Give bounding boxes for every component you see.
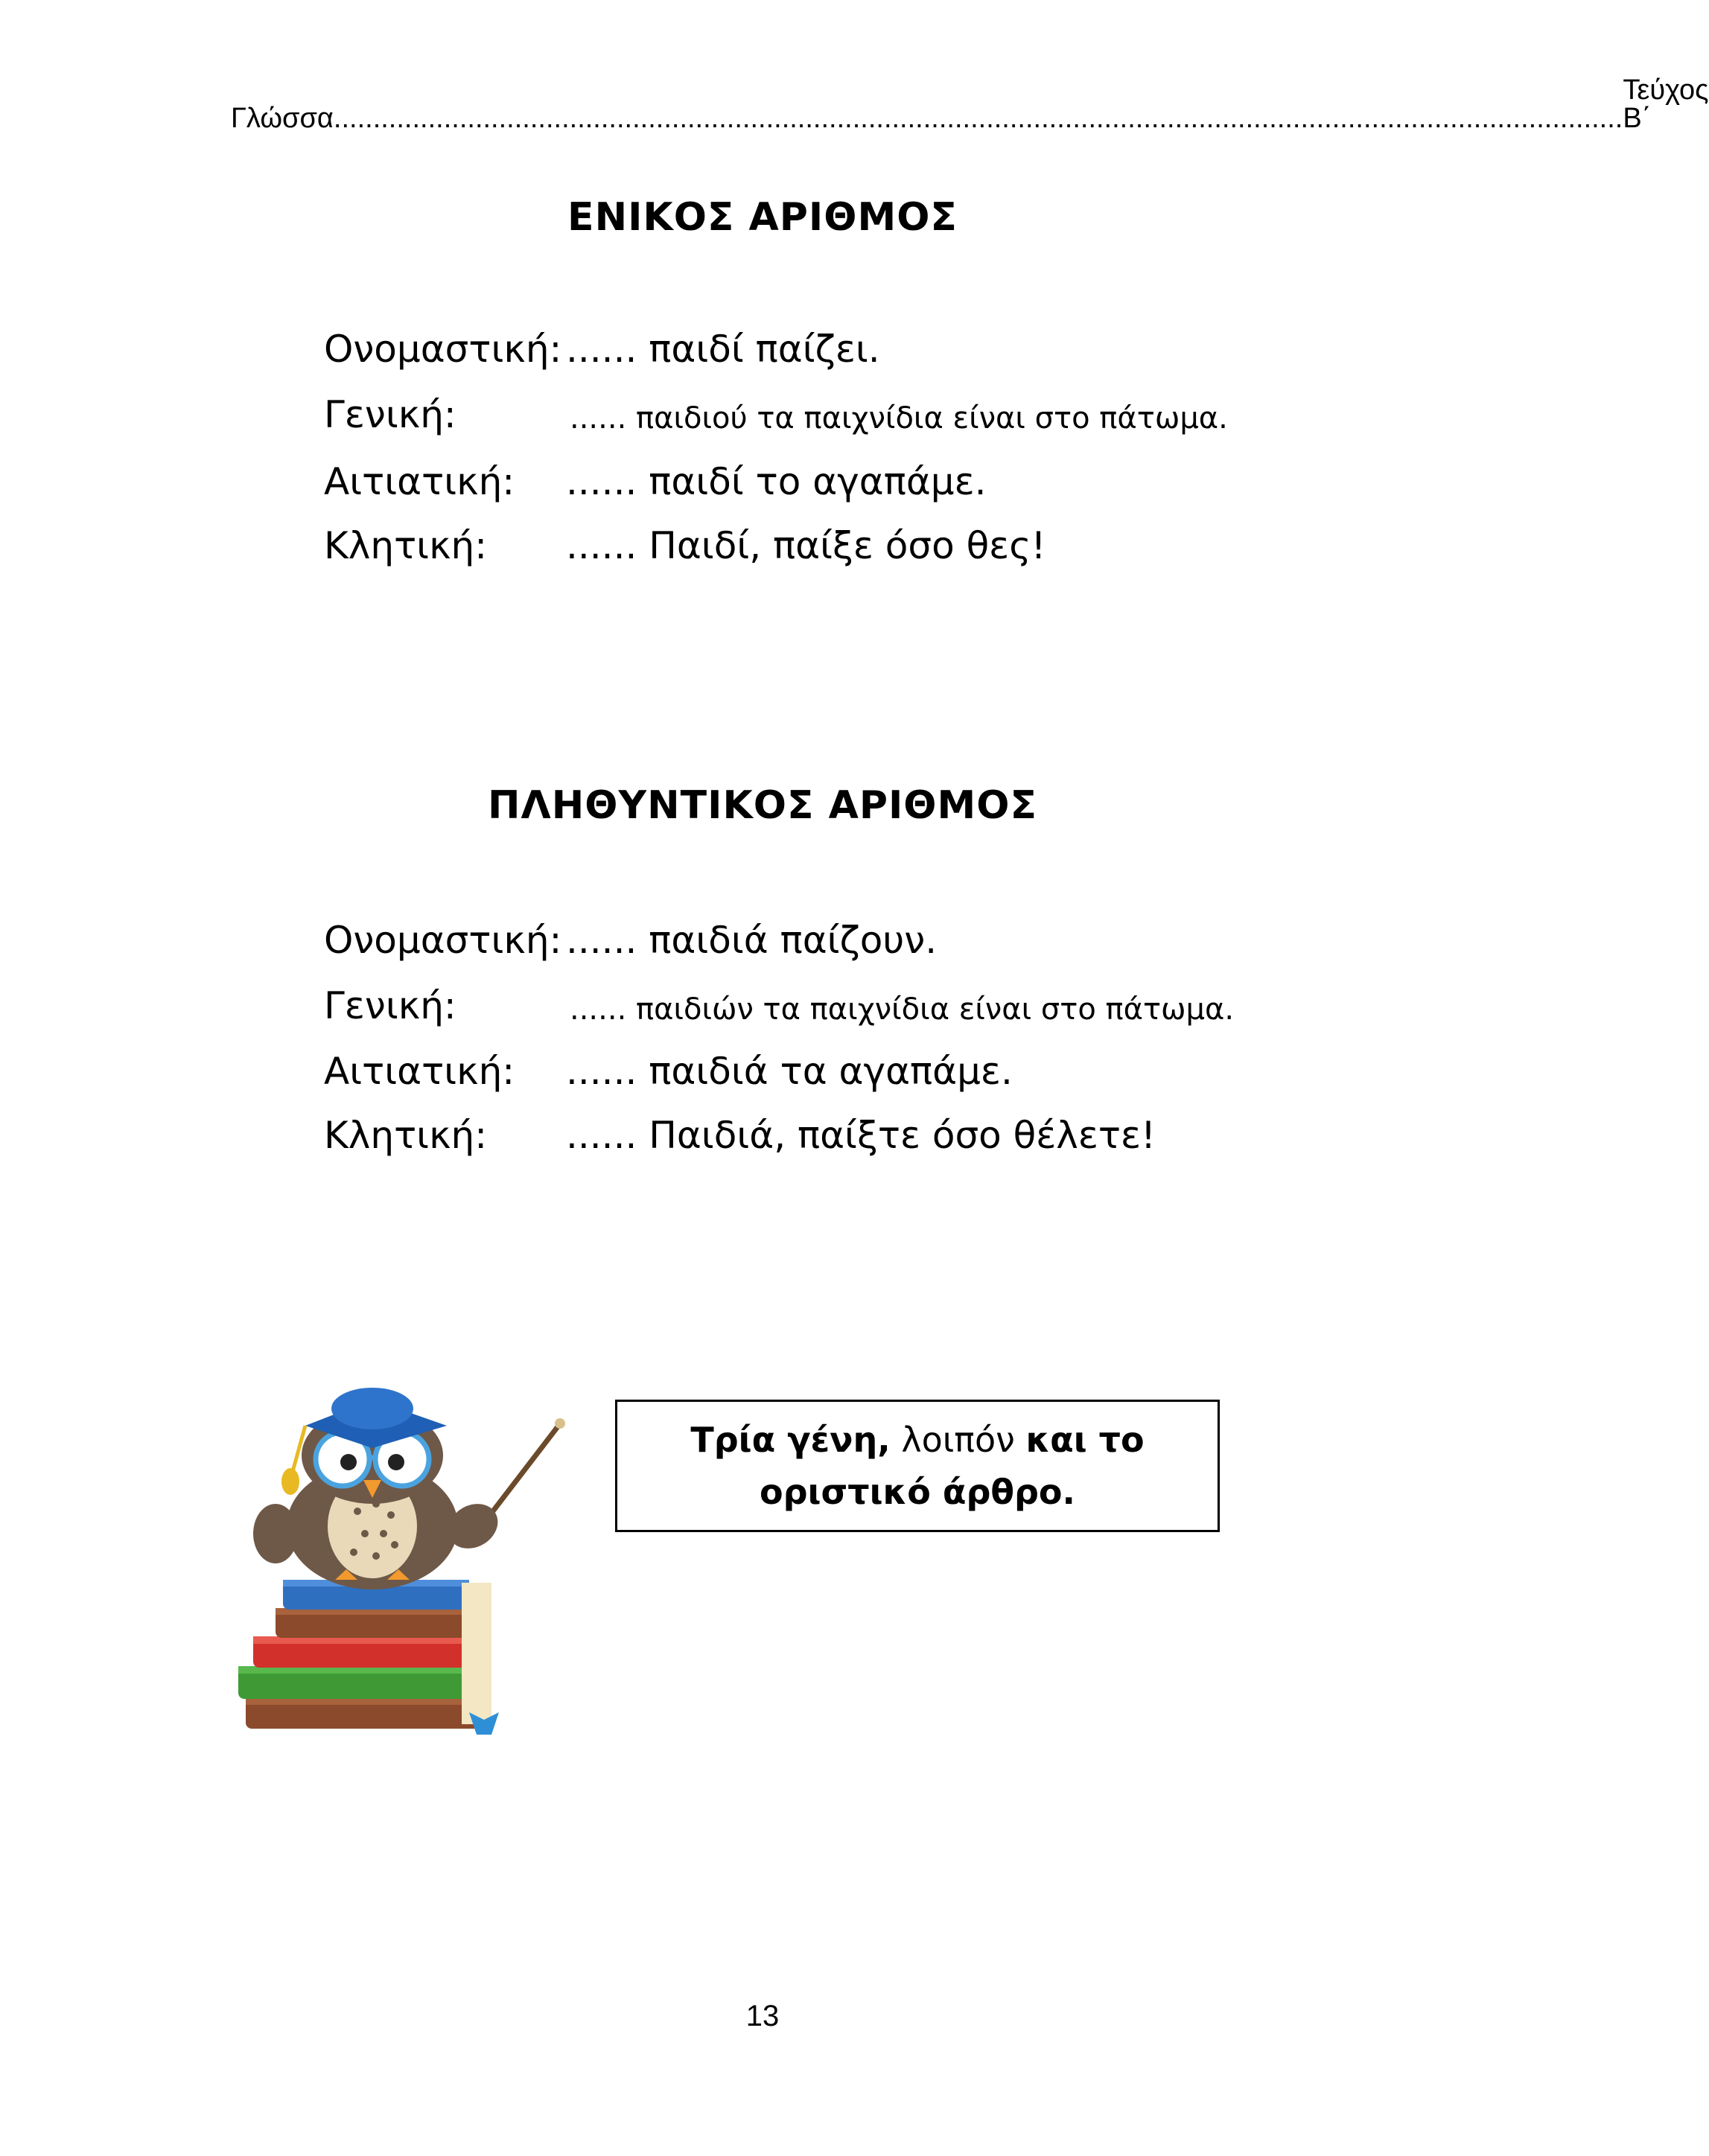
note-normal-so: λοιπόν [901,1420,1015,1460]
case-text: ...... παιδιά τα αγαπάμε. [566,1050,1013,1093]
case-text: ...... παιδιού τα παιχνίδια είναι στο πάτωμα. [570,401,1228,436]
plural-title: ΠΛΗΘΥΝΤΙΚΟΣ ΑΡΙΘΜΟΣ [488,783,1037,828]
case-label: Αιτιατική: [324,1050,515,1093]
case-text: ...... παιδιών τα παιχνίδια είναι στο πάτωμα. [570,992,1235,1027]
case-text: ...... παιδί παίζει. [566,328,880,371]
owl-on-books-illustration [223,1385,581,1742]
books-icon [238,1580,499,1735]
case-label: Ονομαστική: [324,919,562,962]
note-bold-and-the: και το [1025,1420,1145,1460]
case-label: Κλητική: [324,1114,488,1157]
case-text: ...... παιδιά παίζουν. [566,919,938,962]
note-bold-definite-article: οριστικό άρθρο. [760,1472,1075,1512]
note-bold-genders: Τρία γένη, [690,1420,891,1460]
header-subject: Γλώσσα [231,103,334,134]
note-box [615,1400,1220,1532]
header-issue: Τεύχος Β΄ [1623,74,1709,134]
case-text: ...... παιδί το αγαπάμε. [566,460,987,503]
case-label: Κλητική: [324,524,488,567]
note-text [690,1414,1144,1518]
case-text: ...... Παιδί, παίξε όσο θες! [566,524,1046,567]
page-header [231,74,1709,134]
case-label: Αιτιατική: [324,460,515,503]
case-text: ...... Παιδιά, παίξτε όσο θέλετε! [566,1114,1156,1157]
singular-title: ΕΝΙΚΟΣ ΑΡΙΘΜΟΣ [567,195,958,240]
page-number: 13 [745,2000,780,2032]
case-label: Γενική: [324,393,456,436]
header-dots: .................................................................................................................................................................... [333,103,1623,134]
case-label: Γενική: [324,984,456,1027]
case-label: Ονομαστική: [324,328,562,371]
